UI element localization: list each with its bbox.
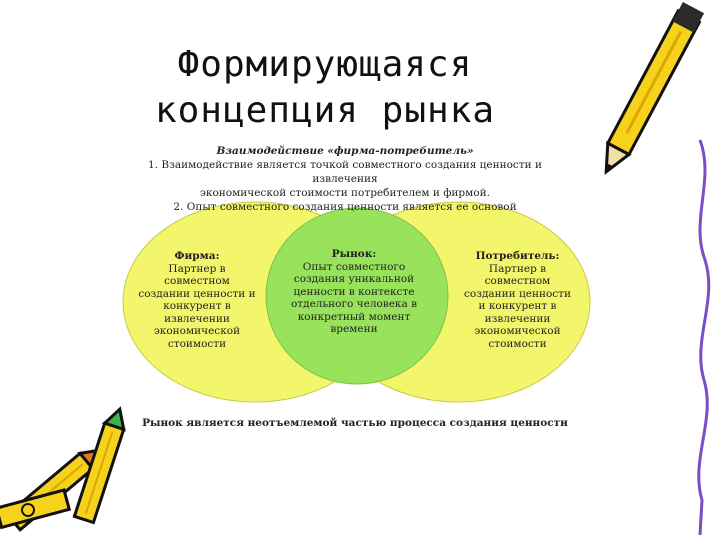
consumer-line: Партнер в [488, 262, 547, 275]
pencil-icon [596, 2, 705, 177]
interaction-title: Взаимодействие «фирма-потребитель» [216, 145, 474, 157]
footer-caption: Рынок является неотъемлемой частью процесса создания ценности [142, 417, 568, 429]
wavy-line-icon [699, 140, 709, 535]
firm-line: извлечении [164, 312, 230, 325]
market-label [283, 248, 425, 336]
firm-label [132, 250, 262, 350]
firm-heading: Фирма: [174, 250, 220, 262]
market-line: Опыт совместного [302, 260, 406, 273]
interaction-header [120, 144, 570, 214]
interaction-point-1-line-1: 1. Взаимодействие является точкой совместного создания ценности и извлечения [148, 159, 542, 185]
market-line: ценности в контексте [293, 285, 415, 298]
market-heading: Рынок: [331, 248, 377, 260]
market-line: конкретный момент [297, 310, 411, 323]
interaction-point-2: 2. Опыт совместного создания ценности является ее основой [173, 201, 517, 213]
consumer-line: экономической [474, 325, 561, 337]
consumer-label [455, 250, 580, 350]
firm-line: совместном [164, 275, 230, 287]
slide-title-line-1: Формирующаяся [177, 44, 473, 85]
firm-line: конкурент в [163, 300, 231, 312]
consumer-line: извлечении [484, 312, 551, 325]
market-line: создания уникальной [293, 273, 415, 285]
firm-line: экономической [153, 325, 241, 337]
consumer-line: совместном [484, 275, 551, 287]
consumer-line: создании ценности [464, 287, 571, 300]
slide-title-line-2: концепция рынка [154, 90, 496, 131]
consumer-line: стоимости [488, 337, 547, 350]
firm-line: Партнер в [168, 262, 226, 275]
market-line: времени [330, 323, 378, 335]
firm-line: создании ценности и [138, 287, 256, 300]
market-line: отдельного человека в [290, 298, 418, 310]
consumer-line: и конкурент в [478, 300, 557, 312]
consumer-heading: Потребитель: [475, 250, 560, 262]
interaction-point-1-line-2: экономической стоимости потребителем и фирмой. [200, 187, 490, 199]
firm-line: стоимости [167, 337, 227, 350]
